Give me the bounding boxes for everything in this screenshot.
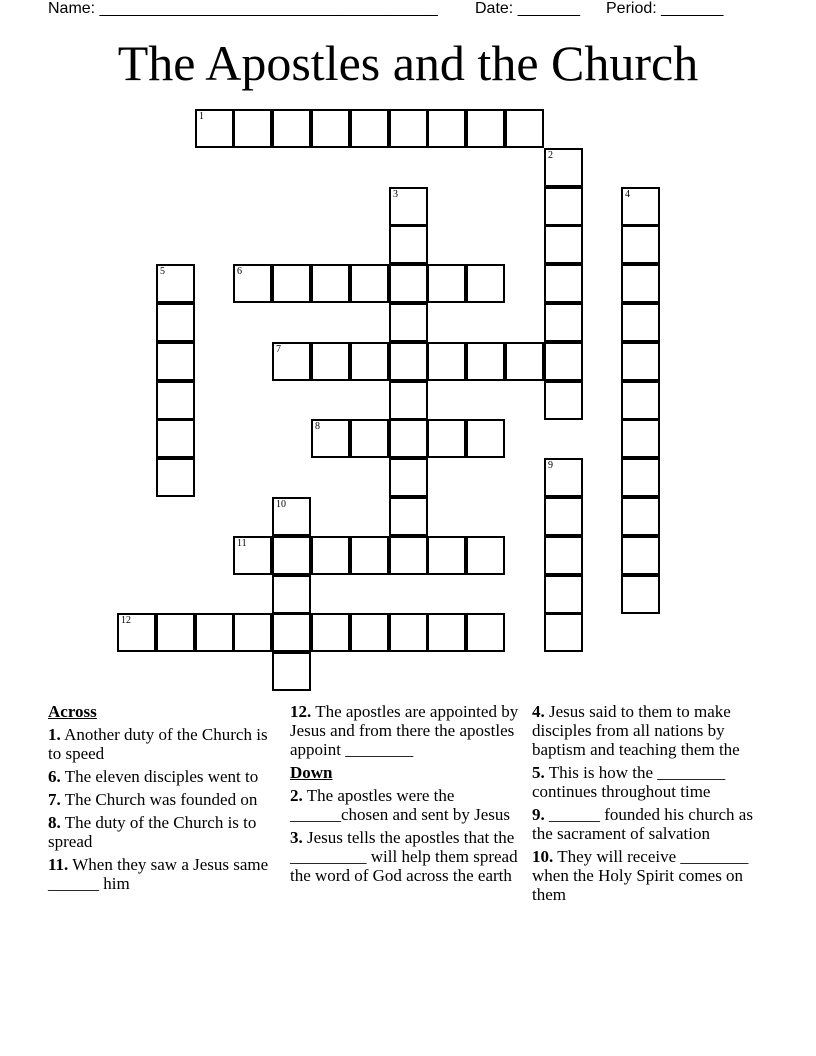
- crossword-cell[interactable]: [466, 419, 505, 458]
- clue-column-2: [290, 702, 522, 889]
- clue-number-label: 6: [237, 266, 242, 277]
- crossword-cell[interactable]: [156, 613, 195, 652]
- clue-down-4: 4. Jesus said to them to make disciples from all nations by baptism and teaching them the: [532, 702, 740, 759]
- crossword-cell[interactable]: [544, 148, 583, 187]
- crossword-cell[interactable]: [621, 536, 660, 575]
- crossword-cell[interactable]: [311, 342, 350, 381]
- crossword-cell[interactable]: [272, 652, 311, 691]
- crossword-cell[interactable]: [389, 536, 428, 575]
- clue-across-12: 12. The apostles are appointed by Jesus and from there the apostles appoint ________: [290, 702, 519, 759]
- crossword-cell[interactable]: [621, 225, 660, 264]
- crossword-cell[interactable]: [389, 303, 428, 342]
- clue-number-label: 2: [548, 150, 553, 161]
- crossword-cell[interactable]: [156, 381, 195, 420]
- crossword-cell[interactable]: [427, 109, 466, 148]
- clue-down-10: 10. They will receive ________ when the Holy Spirit comes on them: [532, 847, 749, 904]
- crossword-cell[interactable]: [389, 381, 428, 420]
- crossword-cell[interactable]: [389, 458, 428, 497]
- crossword-cell[interactable]: [233, 613, 272, 652]
- crossword-cell[interactable]: [350, 342, 389, 381]
- clue-number-label: 8: [315, 421, 320, 432]
- crossword-cell[interactable]: [544, 536, 583, 575]
- clue-number-label: 7: [276, 344, 281, 355]
- crossword-cell[interactable]: [311, 613, 350, 652]
- crossword-cell[interactable]: [544, 381, 583, 420]
- clue-number-label: 1: [199, 111, 204, 122]
- crossword-cell[interactable]: [272, 536, 311, 575]
- crossword-cell[interactable]: [544, 264, 583, 303]
- crossword-cell[interactable]: [544, 187, 583, 226]
- crossword-cell[interactable]: [272, 342, 311, 381]
- crossword-cell[interactable]: [272, 575, 311, 614]
- crossword-cell[interactable]: [427, 613, 466, 652]
- crossword-cell[interactable]: [389, 264, 428, 303]
- crossword-cell[interactable]: [272, 613, 311, 652]
- crossword-cell[interactable]: [156, 264, 195, 303]
- crossword-cell[interactable]: [621, 575, 660, 614]
- crossword-cell[interactable]: [117, 613, 156, 652]
- crossword-cell[interactable]: [272, 497, 311, 536]
- clue-down-9: 9. ______ founded his church as the sacrament of salvation: [532, 805, 753, 843]
- crossword-cell[interactable]: [466, 109, 505, 148]
- clue-number-label: 10: [276, 499, 286, 510]
- crossword-cell[interactable]: [389, 342, 428, 381]
- crossword-cell[interactable]: [272, 109, 311, 148]
- crossword-cell[interactable]: [544, 613, 583, 652]
- crossword-cell[interactable]: [544, 225, 583, 264]
- crossword-cell[interactable]: [427, 419, 466, 458]
- crossword-cell[interactable]: [389, 109, 428, 148]
- crossword-cell[interactable]: [350, 613, 389, 652]
- crossword-cell[interactable]: [621, 497, 660, 536]
- crossword-cell[interactable]: [350, 419, 389, 458]
- crossword-cell[interactable]: [389, 497, 428, 536]
- clue-number-label: 4: [625, 189, 630, 200]
- crossword-cell[interactable]: [621, 264, 660, 303]
- crossword-cell[interactable]: [389, 225, 428, 264]
- crossword-cell[interactable]: [621, 458, 660, 497]
- crossword-cell[interactable]: [195, 613, 234, 652]
- clue-across-1: 1. Another duty of the Church is to speed: [48, 725, 268, 763]
- crossword-cell[interactable]: [544, 497, 583, 536]
- crossword-cell[interactable]: [389, 187, 428, 226]
- crossword-cell[interactable]: [389, 613, 428, 652]
- period-field[interactable]: Period: _______: [606, 0, 724, 17]
- clue-across-7: 7. The Church was founded on: [48, 790, 258, 809]
- crossword-cell[interactable]: [621, 303, 660, 342]
- crossword-cell[interactable]: [156, 303, 195, 342]
- crossword-cell[interactable]: [544, 342, 583, 381]
- crossword-cell[interactable]: [311, 264, 350, 303]
- clue-down-3: 3. Jesus tells the apostles that the _________ will help them spread the word of God across the earth: [290, 828, 518, 885]
- crossword-cell[interactable]: [233, 264, 272, 303]
- crossword-cell[interactable]: [311, 536, 350, 575]
- crossword-cell[interactable]: [350, 264, 389, 303]
- crossword-cell[interactable]: [311, 419, 350, 458]
- crossword-cell[interactable]: [544, 303, 583, 342]
- clue-down-5: 5. This is how the ________ continues throughout time: [532, 763, 726, 801]
- crossword-cell[interactable]: [466, 613, 505, 652]
- clue-across-11: 11. When they saw a Jesus same ______ him: [48, 855, 269, 893]
- crossword-cell[interactable]: [621, 419, 660, 458]
- crossword-cell[interactable]: [544, 458, 583, 497]
- clue-number-label: 11: [237, 538, 247, 549]
- crossword-cell[interactable]: [350, 536, 389, 575]
- crossword-cell[interactable]: [156, 458, 195, 497]
- clue-down-2: 2. The apostles were the ______chosen and sent by Jesus: [290, 786, 511, 824]
- crossword-cell[interactable]: [195, 109, 234, 148]
- crossword-cell[interactable]: [621, 187, 660, 226]
- crossword-cell[interactable]: [427, 264, 466, 303]
- clue-number-label: 3: [393, 189, 398, 200]
- clue-number-label: 9: [548, 460, 553, 471]
- crossword-cell[interactable]: [233, 109, 272, 148]
- crossword-cell[interactable]: [233, 536, 272, 575]
- crossword-cell[interactable]: [427, 342, 466, 381]
- crossword-cell[interactable]: [156, 342, 195, 381]
- crossword-cell[interactable]: [272, 264, 311, 303]
- crossword-cell[interactable]: [621, 342, 660, 381]
- crossword-cell[interactable]: [466, 536, 505, 575]
- clue-number-label: 5: [160, 266, 165, 277]
- clue-column-3: [532, 702, 764, 908]
- crossword-cell[interactable]: [156, 419, 195, 458]
- crossword-cell[interactable]: [544, 575, 583, 614]
- crossword-cell[interactable]: [311, 109, 350, 148]
- crossword-cell[interactable]: [621, 381, 660, 420]
- crossword-cell[interactable]: [466, 264, 505, 303]
- crossword-cell[interactable]: [389, 419, 428, 458]
- crossword-cell[interactable]: [466, 342, 505, 381]
- clue-column-1: [48, 702, 280, 897]
- name-field[interactable]: Name: ______________________________________: [48, 0, 438, 17]
- crossword-cell[interactable]: [427, 536, 466, 575]
- date-field[interactable]: Date: _______: [475, 0, 580, 17]
- crossword-cell[interactable]: [505, 342, 544, 381]
- down-heading: Down: [290, 763, 333, 782]
- clue-across-8: 8. The duty of the Church is to spread: [48, 813, 257, 851]
- clue-number-label: 12: [121, 615, 131, 626]
- crossword-cell[interactable]: [505, 109, 544, 148]
- page-title: The Apostles and the Church: [117, 35, 699, 91]
- across-heading: Across: [48, 702, 97, 721]
- crossword-cell[interactable]: [350, 109, 389, 148]
- clue-across-6: 6. The eleven disciples went to: [48, 767, 259, 786]
